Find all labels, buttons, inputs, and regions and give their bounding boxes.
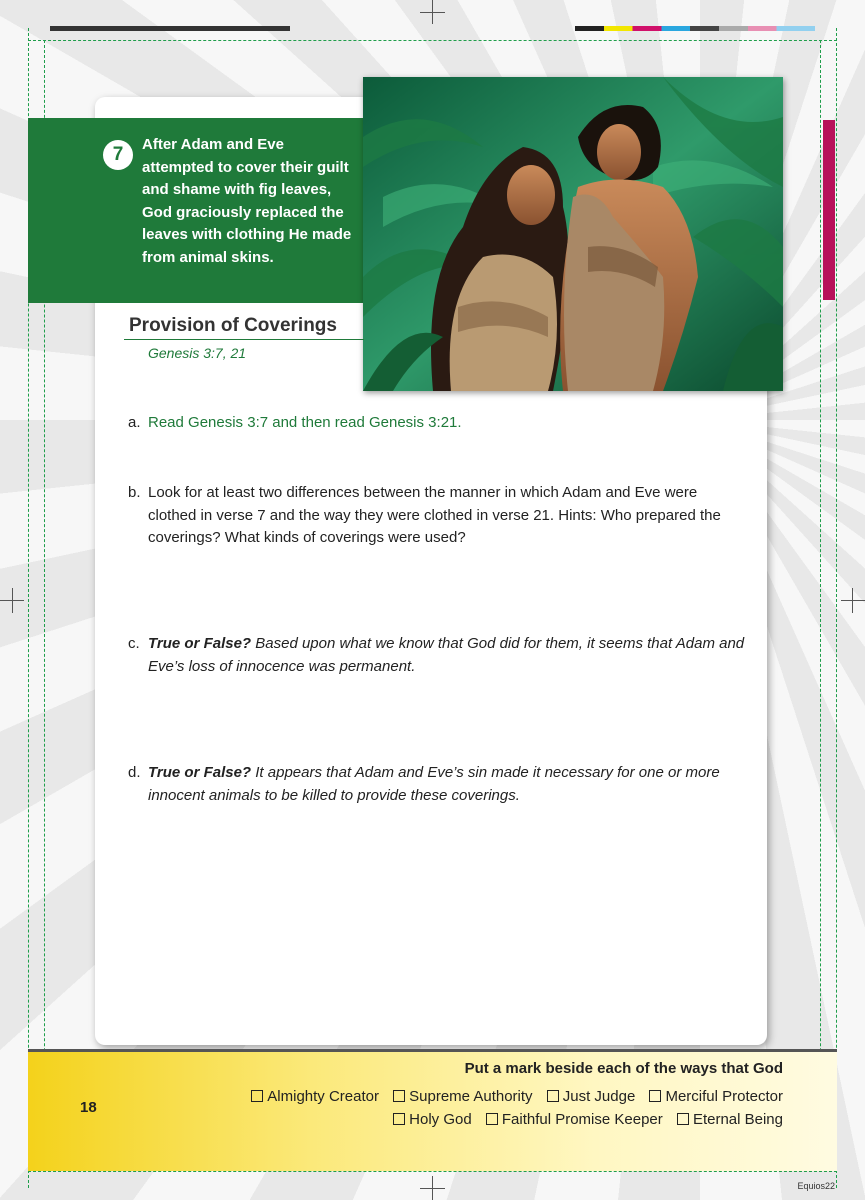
crop-mark — [420, 12, 445, 13]
question-text: It appears that Adam and Eve’s sin made it necessary for one or more innocent animals to be killed to provide these coverings. — [148, 764, 720, 804]
question-text: Based upon what we know that God did for them, it seems that Adam and Eve’s loss of innocence was permanent. — [148, 635, 745, 675]
checkbox-icon[interactable] — [393, 1090, 405, 1102]
crop-mark — [12, 588, 13, 613]
checkbox-option[interactable]: Merciful Protector — [649, 1088, 783, 1105]
activity-intro-text: After Adam and Eve attempted to cover their guilt and shame with fig leaves, God graciously replaced the leaves with clothing He made from animal skins. — [142, 136, 352, 266]
question-c — [128, 633, 748, 678]
activity-number: 7 — [103, 140, 133, 170]
page-number: 18 — [80, 1099, 97, 1116]
checkbox-icon[interactable] — [547, 1090, 559, 1102]
question-label: c. — [128, 635, 140, 652]
checkbox-icon[interactable] — [251, 1090, 263, 1102]
checkbox-icon[interactable] — [649, 1090, 661, 1102]
bleed-bottom — [28, 1171, 837, 1172]
section-title-rule — [124, 339, 364, 340]
crop-mark — [841, 600, 865, 601]
checkbox-option[interactable]: Faithful Promise Keeper — [486, 1111, 663, 1128]
print-slug: Equios22 — [797, 1181, 835, 1191]
color-bar — [575, 26, 815, 31]
adam-and-eve-illustration — [363, 77, 783, 391]
true-or-false-lead: True or False? — [148, 635, 252, 652]
checkbox-option[interactable]: Holy God — [393, 1111, 472, 1128]
checkbox-option[interactable]: Eternal Being — [677, 1111, 783, 1128]
checkbox-option[interactable]: Supreme Authority — [393, 1088, 532, 1105]
bleed-right — [836, 28, 837, 1188]
attributes-row-1 — [241, 1088, 783, 1105]
checkbox-option[interactable]: Just Judge — [547, 1088, 636, 1105]
true-or-false-lead: True or False? — [148, 764, 252, 781]
registration-bar — [50, 26, 290, 31]
question-label: a. — [128, 414, 141, 431]
crop-mark — [420, 1188, 445, 1189]
trim-right — [820, 40, 821, 1171]
question-d — [128, 762, 748, 807]
bleed-top — [28, 40, 837, 41]
question-a — [128, 412, 748, 435]
footer-rule — [28, 1049, 837, 1052]
question-b — [128, 482, 748, 550]
section-title: Provision of Coverings — [129, 315, 337, 336]
checkbox-icon[interactable] — [486, 1113, 498, 1125]
checkbox-icon[interactable] — [677, 1113, 689, 1125]
question-text: Read Genesis 3:7 and then read Genesis 3:21. — [148, 414, 462, 431]
checkbox-option[interactable]: Almighty Creator — [251, 1088, 379, 1105]
scripture-reference: Genesis 3:7, 21 — [148, 345, 247, 361]
question-text: Look for at least two differences between the manner in which Adam and Eve were clothed in verse 7 and the way they were clothed in verse 21. Hints: Who prepared the coverings? What kinds of coverings were used? — [148, 484, 721, 546]
checkbox-icon[interactable] — [393, 1113, 405, 1125]
crop-mark — [852, 588, 853, 613]
attributes-row-2 — [383, 1111, 783, 1128]
question-label: b. — [128, 484, 141, 501]
attributes-prompt: Put a mark beside each of the ways that God — [464, 1060, 783, 1077]
magenta-tab — [823, 120, 835, 300]
question-label: d. — [128, 764, 141, 781]
